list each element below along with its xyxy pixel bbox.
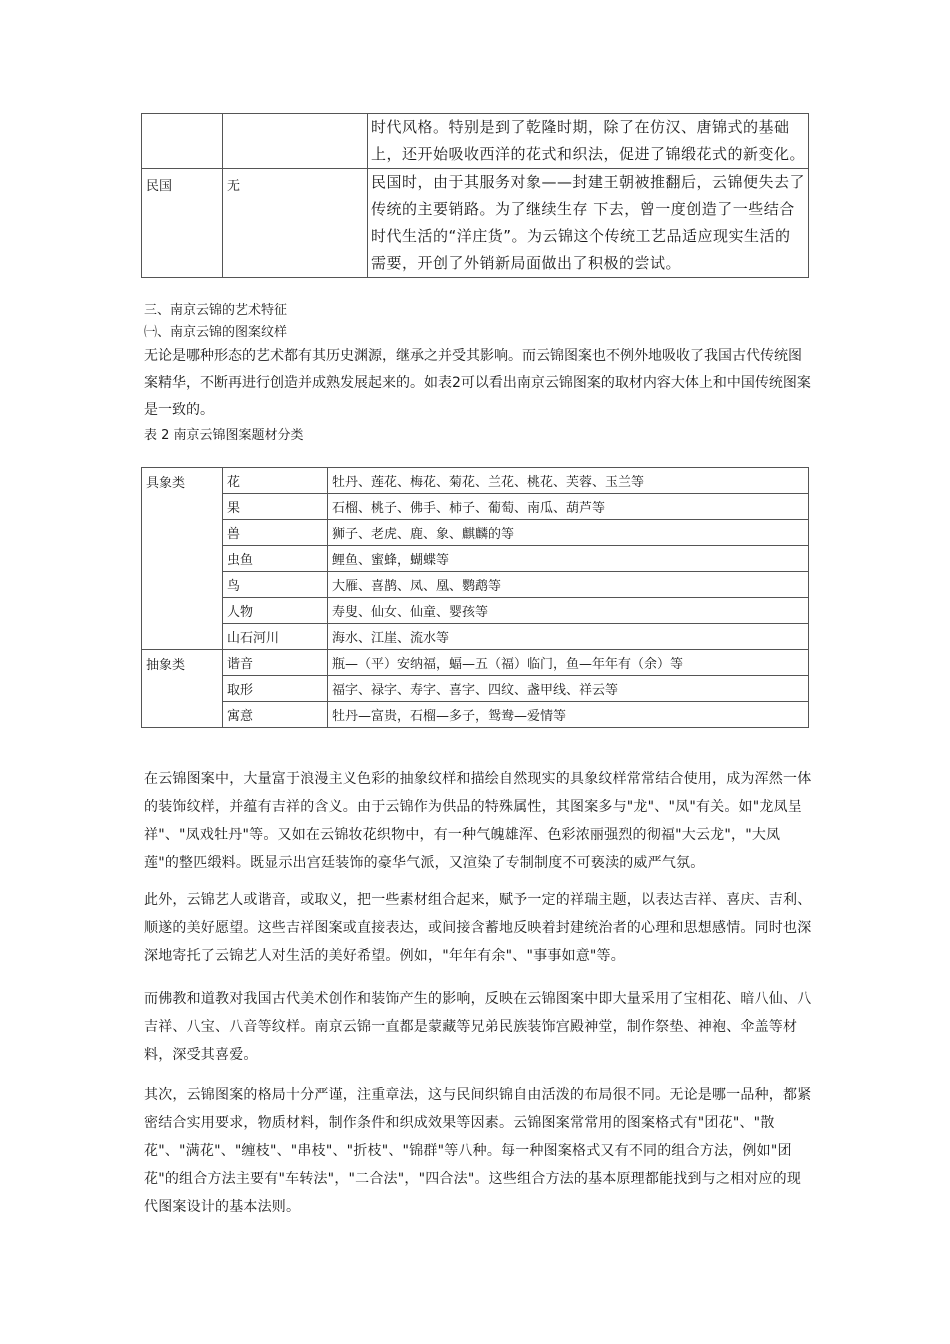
items-cell: 石榴、桃子、佛手、柿子、葡萄、南瓜、葫芦等 [328,494,809,520]
sub-cell: 鸟 [223,572,328,598]
items-cell: 瓶—（平）安纳福，蝠—五（福）临门，鱼—年年有（余）等 [328,650,809,676]
items-cell: 海水、江崖、流水等 [328,624,809,650]
table-row [142,676,809,702]
table-row [142,468,809,494]
table-row [142,494,809,520]
pattern-cell: 无 [223,169,368,278]
category-cell: 抽象类 [142,650,223,728]
sub-cell: 花 [223,468,328,494]
desc-cell: 时代风格。特别是到了乾隆时期，除了在仿汉、唐锦式的基础上，还开始吸收西洋的花式和织法，促进了锦缎花式的新变化。 [368,114,809,169]
body-paragraph: 在云锦图案中，大量富于浪漫主义色彩的抽象纹样和描绘自然现实的具象纹样常常结合使用，成为浑然一体的装饰纹样，并蕴有吉祥的含义。由于云锦作为供品的特殊属性，其图案多与"龙"、"凤"有关。如"龙凤呈祥"、"凤戏牡丹"等。又如在云锦妆花织物中，有一种气魄雄浑、色彩浓丽强烈的彻福"大云龙"，"大凤莲"的整匹缎料。既显示出宫廷装饰的豪华气派，又渲染了专制制度不可亵渎的威严气氛。 [144,771,812,871]
table-row [142,546,809,572]
section-subheading: ㈠、南京云锦的图案纹样 [144,325,288,340]
items-cell: 牡丹、莲花、梅花、菊花、兰花、桃花、芙蓉、玉兰等 [328,468,809,494]
table-row [142,520,809,546]
period-cell [142,114,223,169]
items-cell: 鲤鱼、蜜蜂，蝴蝶等 [328,546,809,572]
pattern-cell [223,114,368,169]
table-row [142,702,809,728]
pattern-category-table [141,467,809,728]
sub-cell: 虫鱼 [223,546,328,572]
items-cell: 狮子、老虎、鹿、象、麒麟的等 [328,520,809,546]
table-caption: 表 2 南京云锦图案题材分类 [144,428,304,443]
intro-paragraph: 无论是哪种形态的艺术都有其历史渊源，继承之并受其影响。而云锦图案也不例外地吸收了我国古代传统图案精华，不断再进行创造并成熟发展起来的。如表2可以看出南京云锦图案的取材内容大体上和中国传统图案是一致的。 [144,348,811,418]
sub-cell: 人物 [223,598,328,624]
history-table [141,113,809,278]
table-row [142,114,809,169]
section-heading: 三、南京云锦的艺术特征 [144,303,288,318]
sub-cell: 兽 [223,520,328,546]
items-cell: 寿叟、仙女、仙童、婴孩等 [328,598,809,624]
body-paragraph: 其次，云锦图案的格局十分严谨，注重章法，这与民间织锦自由活泼的布局很不同。无论是哪一品种，都紧密结合实用要求，物质材料，制作条件和织成效果等因素。云锦图案常常用的图案格式有"团花"、"散花"、"满花"、"缠枝"、"串枝"、"折枝"、"锦群"等八种。每一种图案格式又有不同的组合方法，例如"团花"的组合方法主要有"车转法"，"二合法"，"四合法"。这些组合方法的基本原理都能找到与之相对应的现代图案设计的基本法则。 [144,1087,812,1215]
items-cell: 大雁、喜鹊、凤、凰、鹦鹉等 [328,572,809,598]
items-cell: 福字、禄字、寿字、喜字、四纹、盏甲线、祥云等 [328,676,809,702]
body-paragraph: 而佛教和道教对我国古代美术创作和装饰产生的影响，反映在云锦图案中即大量采用了宝相花、暗八仙、八吉祥、八宝、八音等纹样。南京云锦一直都是蒙藏等兄弟民族装饰宫殿神堂，制作祭垫、神袍、伞盖等材料，深受其喜爱。 [144,991,812,1063]
sub-cell: 取形 [223,676,328,702]
body-paragraph: 此外，云锦艺人或谐音，或取义，把一些素材组合起来，赋予一定的祥瑞主题，以表达吉祥、喜庆、吉利、顺遂的美好愿望。这些吉祥图案或直接表达，或间接含蓄地反映着封建统治者的心理和思想感情。同时也深深地寄托了云锦艺人对生活的美好希望。例如，"年年有余"、"事事如意"等。 [144,892,812,964]
items-cell: 牡丹—富贵，石榴—多子，鸳鸯—爱情等 [328,702,809,728]
period-cell: 民国 [142,169,223,278]
desc-cell: 民国时，由于其服务对象——封建王朝被推翻后，云锦便失去了传统的主要销路。为了继续生存 下去，曾一度创造了一些结合时代生活的“洋庄货”。为云锦这个传统工艺品适应现实生活的需要，开创了外销新局面做出了积极的尝试。 [368,169,809,278]
sub-cell: 寓意 [223,702,328,728]
table-row [142,572,809,598]
sub-cell: 谐音 [223,650,328,676]
category-cell: 具象类 [142,468,223,650]
table-row [142,650,809,676]
sub-cell: 果 [223,494,328,520]
table-row [142,624,809,650]
sub-cell: 山石河川 [223,624,328,650]
table-row [142,598,809,624]
table-row [142,169,809,278]
